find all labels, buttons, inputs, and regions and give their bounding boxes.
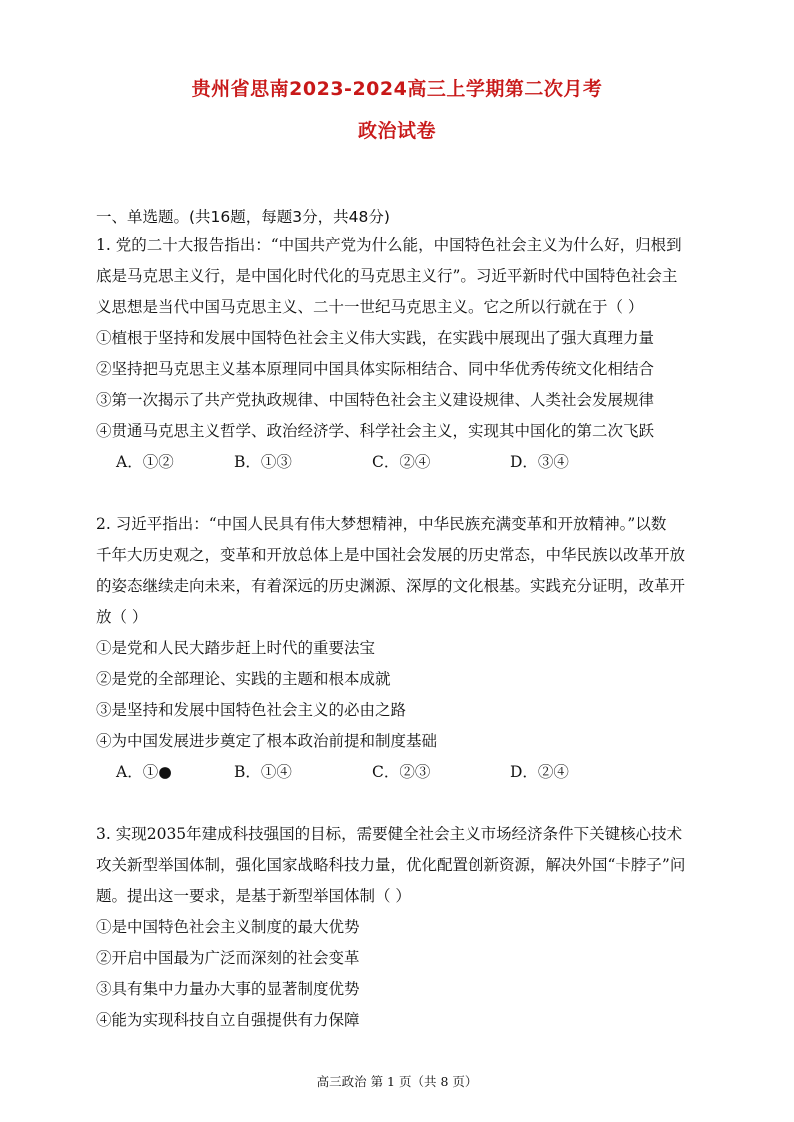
answer-choices [96,447,702,478]
statement-option: ②坚持把马克思主义基本原理同中国具体实际相结合、同中华优秀传统文化相结合 [96,360,655,378]
question-stem-line: 3. 实现2035年建成科技强国的目标，需要健全社会主义市场经济条件下关键核心技术 [96,825,683,843]
answer-choices [96,757,702,788]
page-footer: 高三政治 第 1 页（共 8 页） [316,1074,478,1089]
question-stem-line: 攻关新型举国体制，强化国家战略科技力量，优化配置创新资源，解决外国“卡脖子”问 [96,856,686,874]
statement-option: ④贯通马克思主义哲学、政治经济学、科学社会主义，实现其中国化的第二次飞跃 [96,422,655,440]
choice-d: D．②④ [510,763,569,781]
question-stem-line: 的姿态继续走向未来，有着深远的历史渊源、深厚的文化根基。实践充分证明，改革开 [96,577,686,595]
statement-option: ①是党和人民大踏步赶上时代的重要法宝 [96,639,376,657]
exam-title: 贵州省思南2023-2024高三上学期第二次月考 [191,78,603,100]
question-stem-line: 题。提出这一要求，是基于新型举国体制（ ） [96,887,411,905]
question-stem-line: 底是马克思主义行，是中国化时代化的马克思主义行”。习近平新时代中国特色社会主 [96,267,678,285]
statement-option: ③是坚持和发展中国特色社会主义的必由之路 [96,701,407,719]
choice-a: A．①② [116,453,174,471]
question-stem-line: 义思想是当代中国马克思主义、二十一世纪马克思主义。它之所以行就在于（ ） [96,298,644,316]
statement-option: ④为中国发展进步奠定了根本政治前提和制度基础 [96,732,438,750]
statement-option: ③具有集中力量办大事的显著制度优势 [96,980,360,998]
statement-option: ③第一次揭示了共产党执政规律、中国特色社会主义建设规律、人类社会发展规律 [96,391,655,409]
statement-option: ①植根于坚持和发展中国特色社会主义伟大实践，在实践中展现出了强大真理力量 [96,329,655,347]
section-heading: 一、单选题。(共16题，每题3分，共48分) [96,208,390,226]
statement-option: ②是党的全部理论、实践的主题和根本成就 [96,670,391,688]
choice-b: B．①④ [234,763,292,781]
statement-option: ①是中国特色社会主义制度的最大优势 [96,918,360,936]
question-stem-line: 1. 党的二十大报告指出：“中国共产党为什么能，中国特色社会主义为什么好，归根到 [96,236,682,254]
question-stem-line: 放（ ） [96,608,148,626]
choice-c: C．②④ [372,453,431,471]
exam-subject-title: 政治试卷 [357,120,436,142]
choice-c: C．②③ [372,763,431,781]
question-2 [96,509,702,788]
question-1 [96,230,702,478]
choice-a: A．①● [116,763,172,781]
question-3 [96,819,702,1036]
statement-option: ④能为实现科技自立自强提供有力保障 [96,1011,360,1029]
statement-option: ②开启中国最为广泛而深刻的社会变革 [96,949,360,967]
question-stem-line: 千年大历史观之，变革和开放总体上是中国社会发展的历史常态，中华民族以改革开放 [96,546,686,564]
question-stem-line: 2. 习近平指出：“中国人民具有伟大梦想精神，中华民族充满变革和开放精神。”以数 [96,515,667,533]
choice-d: D．③④ [510,453,569,471]
choice-b: B．①③ [234,453,292,471]
